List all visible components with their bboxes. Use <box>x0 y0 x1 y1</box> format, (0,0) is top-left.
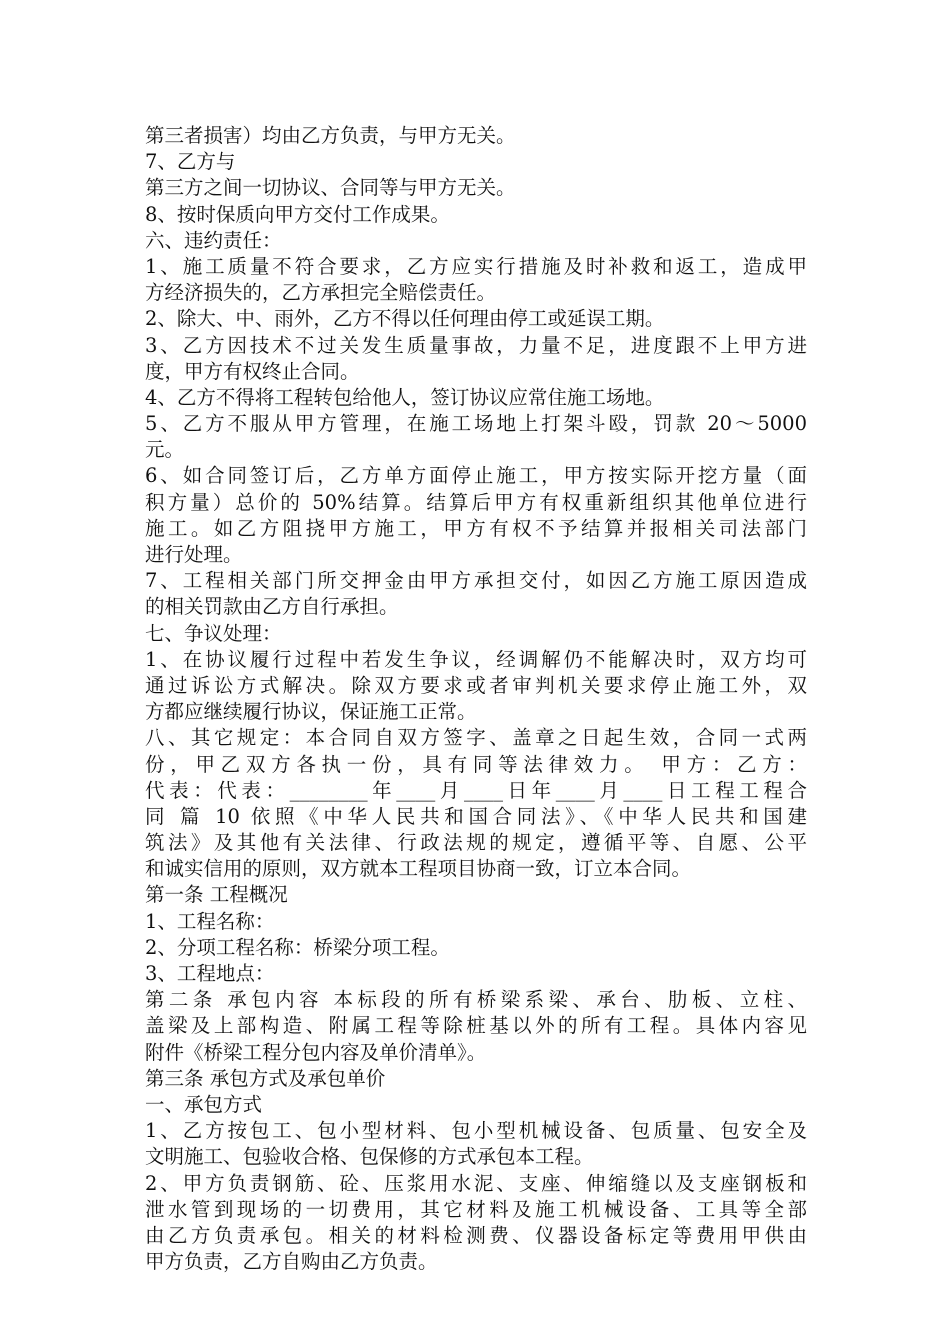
text-line: 同 篇 10 依照《中华人民共和国合同法》、《中华人民共和国建 <box>145 804 807 828</box>
text-line: 4、乙方不得将工程转包给他人，签订协议应常住施工场地。 <box>145 385 665 409</box>
text-line: 施工。如乙方阻挠甲方施工，甲方有权不予结算并报相关司法部门 <box>145 516 807 540</box>
text-line: 7、工程相关部门所交押金由甲方承担交付，如因乙方施工原因造成 <box>145 569 807 593</box>
text-line: 7、乙方与 <box>145 150 236 174</box>
text-line: 第二条 承包内容 本标段的所有桥梁系梁、承台、肋板、立柱、 <box>145 988 807 1012</box>
text-line: 方都应继续履行协议，保证施工正常。 <box>145 700 477 724</box>
text-line: 七、争议处理： <box>145 621 282 645</box>
text-line: 2、分项工程名称：桥梁分项工程。 <box>145 935 450 959</box>
text-line: 2、甲方负责钢筋、砼、压浆用水泥、支座、伸缩缝以及支座钢板和 <box>145 1171 807 1195</box>
text-line: 5、乙方不服从甲方管理，在施工场地上打架斗殴，罚款 20～5000 <box>145 412 807 436</box>
text-line: 1、在协议履行过程中若发生争议，经调解仍不能解决时，双方均可 <box>145 647 807 671</box>
text-line: 代表：代表：________年____月____日年____月____日工程工程合 <box>145 778 807 802</box>
document-page <box>145 123 807 1275</box>
text-line: 泄水管到现场的一切费用，其它材料及施工机械设备、工具等全部 <box>145 1197 807 1221</box>
text-line: 3、乙方因技术不过关发生质量事故，力量不足，进度跟不上甲方进 <box>145 333 807 357</box>
text-line: 甲方负责，乙方自购由乙方负责。 <box>145 1250 438 1274</box>
text-line: 六、违约责任： <box>145 228 282 252</box>
text-line: 第三条 承包方式及承包单价 <box>145 1066 386 1090</box>
text-line: 筑法》及其他有关法律、行政法规的规定，遵循平等、自愿、公平 <box>145 831 807 855</box>
text-line: 通过诉讼方式解决。除双方要求或者审判机关要求停止施工外，双 <box>145 673 807 697</box>
text-line: 元。 <box>145 438 185 462</box>
text-line: 的相关罚款由乙方自行承担。 <box>145 595 399 619</box>
text-line: 由乙方负责承包。相关的材料检测费、仪器设备标定等费用甲供由 <box>145 1223 807 1247</box>
text-line: 积方量）总价的 50%结算。结算后甲方有权重新组织其他单位进行 <box>145 490 807 514</box>
text-line: 1、施工质量不符合要求，乙方应实行措施及时补救和返工，造成甲 <box>145 254 807 278</box>
text-line: 第三方之间一切协议、合同等与甲方无关。 <box>145 176 516 200</box>
text-line: 第三者损害）均由乙方负责，与甲方无关。 <box>145 124 516 147</box>
text-line: 八、其它规定：本合同自双方签字、盖章之日起生效，合同一式两 <box>145 726 807 750</box>
text-line: 附件《桥梁工程分包内容及单价清单》。 <box>145 1040 487 1064</box>
text-line: 份，甲乙双方各执一份，具有同等法律效力。 甲方：乙方： <box>145 752 807 776</box>
text-line: 文明施工、包验收合格、包保修的方式承包本工程。 <box>145 1145 594 1169</box>
text-line: 一、承包方式 <box>145 1092 263 1116</box>
text-line: 1、乙方按包工、包小型材料、包小型机械设备、包质量、包安全及 <box>145 1119 807 1143</box>
text-line: 3、工程地点： <box>145 962 275 985</box>
text-line: 1、工程名称： <box>145 909 275 933</box>
text-line: 6、如合同签订后，乙方单方面停止施工，甲方按实际开挖方量（面 <box>145 464 807 488</box>
text-line: 度，甲方有权终止合同。 <box>145 359 360 383</box>
text-line: 和诚实信用的原则，双方就本工程项目协商一致，订立本合同。 <box>145 857 692 881</box>
text-line: 第一条 工程概况 <box>145 883 288 907</box>
text-line: 8、按时保质向甲方交付工作成果。 <box>145 202 450 226</box>
text-line: 2、除大、中、雨外，乙方不得以任何理由停工或延误工期。 <box>145 307 665 331</box>
text-line: 盖梁及上部构造、附属工程等除桩基以外的所有工程。具体内容见 <box>145 1014 807 1038</box>
text-line: 进行处理。 <box>145 543 243 566</box>
text-line: 方经济损失的，乙方承担完全赔偿责任。 <box>145 281 497 305</box>
